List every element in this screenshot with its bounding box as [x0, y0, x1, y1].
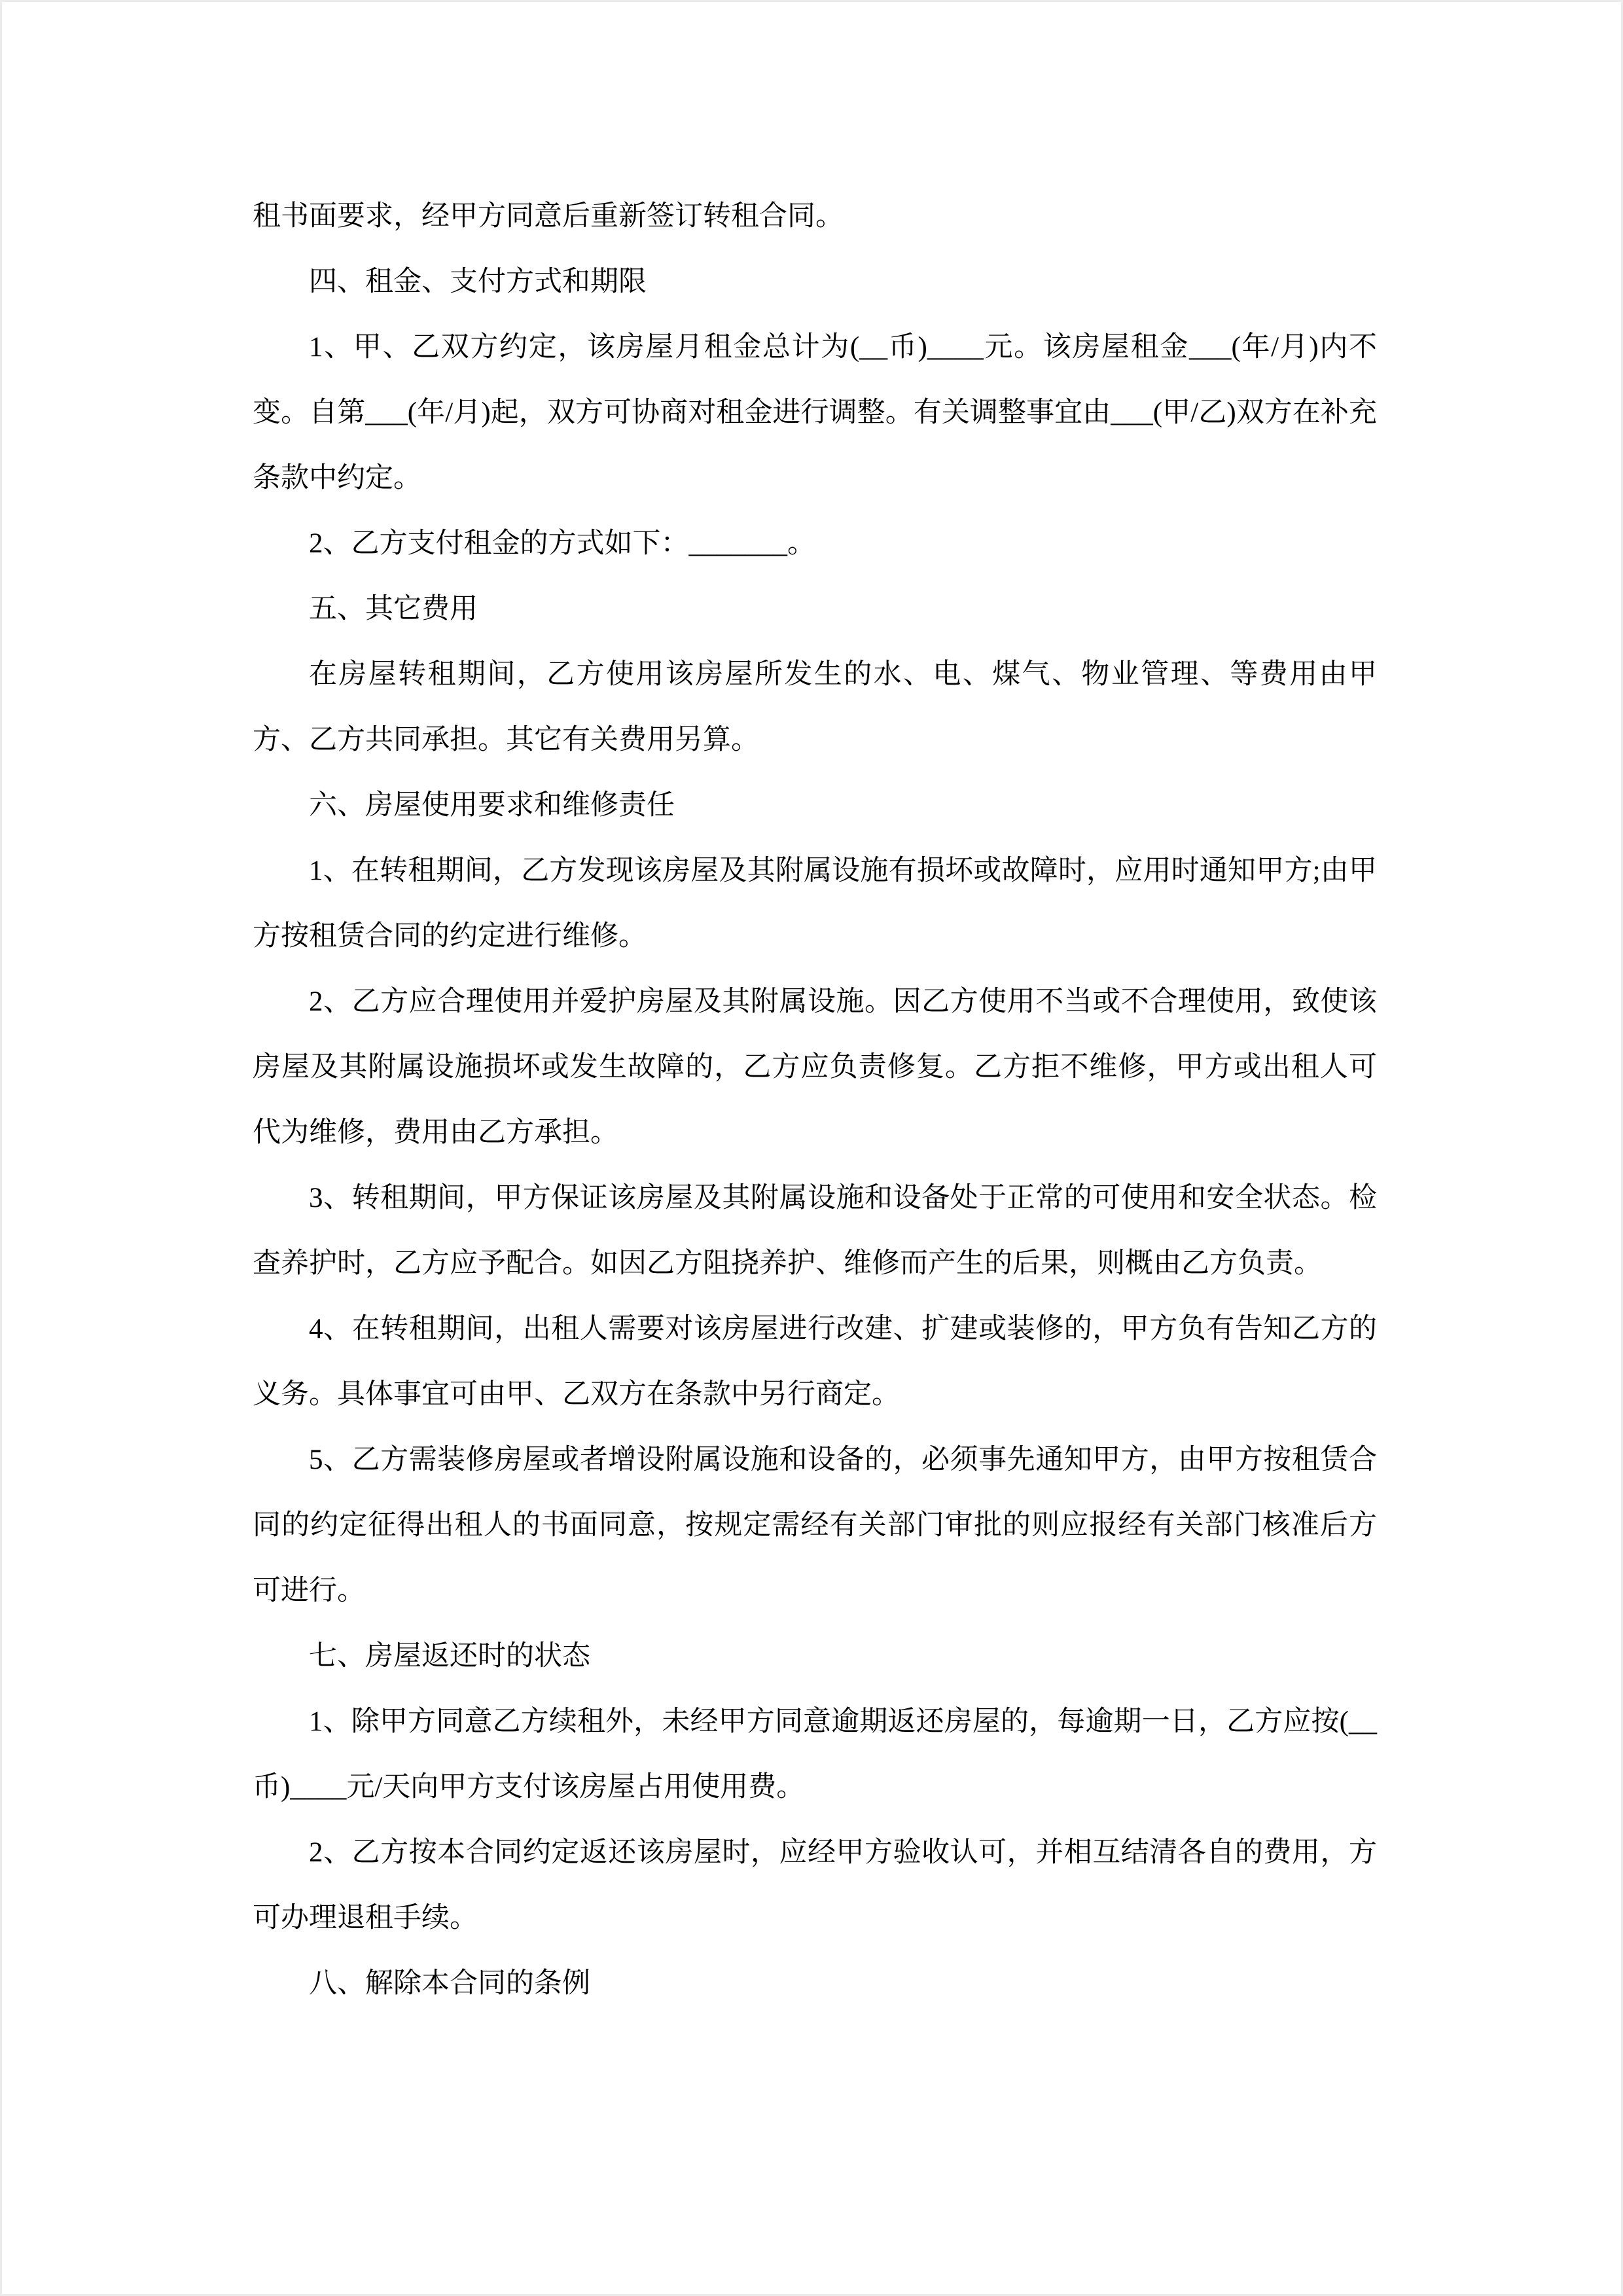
paragraph-return-clause-2: 2、乙方按本合同约定返还该房屋时，应经甲方验收认可，并相互结清各自的费用，方可办理退租手续。 — [253, 1837, 1377, 1933]
paragraph-rent-clause-1: 1、甲、乙双方约定，该房屋月租金总计为(__币)____元。该房屋租金___(年/月)内不变。自第___(年/月)起，双方可协商对租金进行调整。有关调整事宜由___(甲/乙)双方在补充条款中约定。 — [253, 332, 1377, 493]
section-heading-rent-payment: 四、租金、支付方式和期限 — [309, 266, 647, 297]
paragraph-other-fees: 在房屋转租期间，乙方使用该房屋所发生的水、电、煤气、物业管理、等费用由甲方、乙方共同承担。其它有关费用另算。 — [253, 659, 1377, 755]
section-heading-return-state: 七、房屋返还时的状态 — [309, 1641, 590, 1672]
paragraph-maintenance-clause-5: 5、乙方需装修房屋或者增设附属设施和设备的，必须事先通知甲方，由甲方按租赁合同的约定征得出租人的书面同意，按规定需经有关部门审批的则应报经有关部门核准后方可进行。 — [253, 1444, 1377, 1606]
paragraph-maintenance-clause-3: 3、转租期间，甲方保证该房屋及其附属设施和设备处于正常的可使用和安全状态。检查养护时，乙方应予配合。如因乙方阻挠养护、维修而产生的后果，则概由乙方负责。 — [253, 1183, 1377, 1279]
paragraph-continuation: 租书面要求，经甲方同意后重新签订转租合同。 — [253, 201, 844, 232]
section-heading-other-fees: 五、其它费用 — [309, 594, 478, 624]
section-heading-termination: 八、解除本合同的条例 — [309, 1968, 590, 1999]
section-heading-usage-maintenance: 六、房屋使用要求和维修责任 — [309, 790, 675, 821]
paragraph-maintenance-clause-4: 4、在转租期间，出租人需要对该房屋进行改建、扩建或装修的，甲方负有告知乙方的义务。具体事宜可由甲、乙双方在条款中另行商定。 — [253, 1314, 1377, 1410]
paragraph-maintenance-clause-2: 2、乙方应合理使用并爱护房屋及其附属设施。因乙方使用不当或不合理使用，致使该房屋及其附属设施损坏或发生故障的，乙方应负责修复。乙方拒不维修，甲方或出租人可代为维修，费用由乙方承担。 — [253, 986, 1377, 1148]
paragraph-rent-clause-2: 2、乙方支付租金的方式如下：_______。 — [309, 528, 815, 559]
paragraph-return-clause-1: 1、除甲方同意乙方续租外，未经甲方同意逾期返还房屋的，每逾期一日，乙方应按(__币)____元/天向甲方支付该房屋占用使用费。 — [253, 1706, 1377, 1803]
contract-text-block — [253, 184, 1377, 2017]
paragraph-maintenance-clause-1: 1、在转租期间，乙方发现该房屋及其附属设施有损坏或故障时，应用时通知甲方;由甲方按租赁合同的约定进行维修。 — [253, 855, 1377, 952]
